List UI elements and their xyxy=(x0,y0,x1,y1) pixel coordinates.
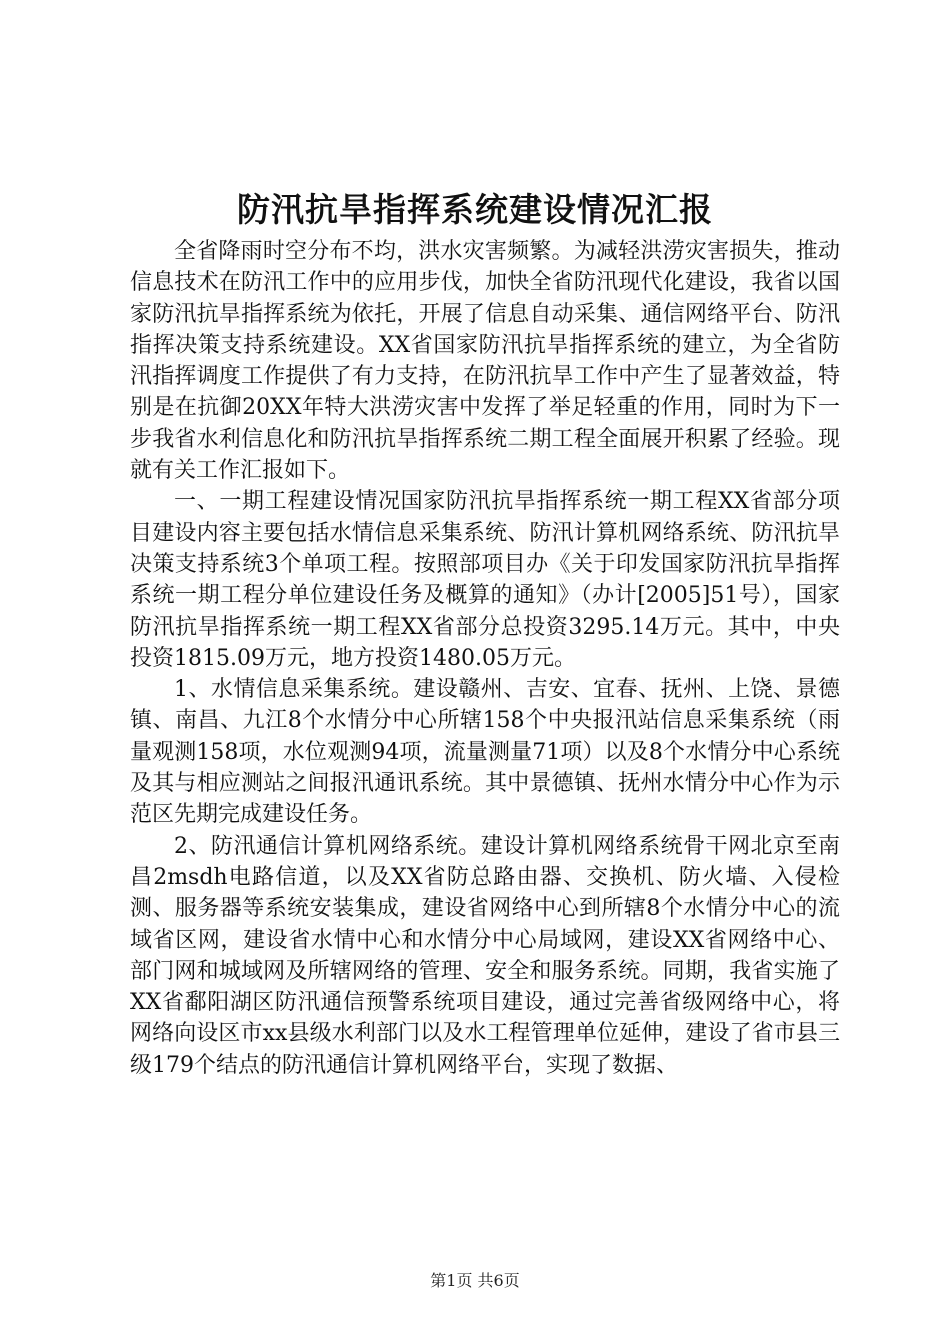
paragraph-phase-one: 一、一期工程建设情况国家防汛抗旱指挥系统一期工程XX省部分项目建设内容主要包括水情信息采集系统、防汛计算机网络系统、防汛抗旱决策支持系统3个单项工程。按照部项目办《关于印发国家防汛抗旱指挥系统一期工程分单位建设任务及概算的通知》（办计[2005]51号），国家防汛抗旱指挥系统一期工程XX省部分总投资3295.14万元。其中，中央投资1815.09万元，地方投资1480.05万元。 xyxy=(130,489,840,671)
document-body xyxy=(130,236,840,1081)
paragraph-network-system: 2、防汛通信计算机网络系统。建设计算机网络系统骨干网北京至南昌2msdh电路信道，以及XX省防总路由器、交换机、防火墙、入侵检测、服务器等系统安装集成，建设省网络中心到所辖8个水情分中心的流域省区网，建设省水情中心和水情分中心局域网，建设XX省网络中心、部门网和城域网及所辖网络的管理、安全和服务系统。同期，我省实施了XX省鄱阳湖区防汛通信预警系统项目建设，通过完善省级网络中心，将网络向设区市xx县级水利部门以及水工程管理单位延伸，建设了省市县三级179个结点的防汛通信计算机网络平台，实现了数据、 xyxy=(130,833,840,1078)
paragraph-intro: 全省降雨时空分布不均，洪水灾害频繁。为减轻洪涝灾害损失，推动信息技术在防汛工作中的应用步伐，加快全省防汛现代化建设，我省以国家防汛抗旱指挥系统为依托，开展了信息自动采集、通信网络平台、防汛指挥决策支持系统建设。XX省国家防汛抗旱指挥系统的建立，为全省防汛指挥调度工作提供了有力支持，在防汛抗旱工作中产生了显著效益，特别是在抗御20XX年特大洪涝灾害中发挥了举足轻重的作用，同时为下一步我省水利信息化和防汛抗旱指挥系统二期工程全面展开积累了经验。现就有关工作汇报如下。 xyxy=(130,239,840,484)
document-title: 防汛抗旱指挥系统建设情况汇报 xyxy=(237,190,713,229)
page-footer: 第1页 共6页 xyxy=(430,1271,520,1290)
paragraph-hydrology-system: 1、水情信息采集系统。建设赣州、吉安、宜春、抚州、上饶、景德镇、南昌、九江8个水情分中心所辖158个中央报汛站信息采集系统（雨量观测158项，水位观测94项，流量测量71项）以及8个水情分中心系统及其与相应测站之间报汛通讯系统。其中景德镇、抚州水情分中心作为示范区先期完成建设任务。 xyxy=(130,677,840,828)
